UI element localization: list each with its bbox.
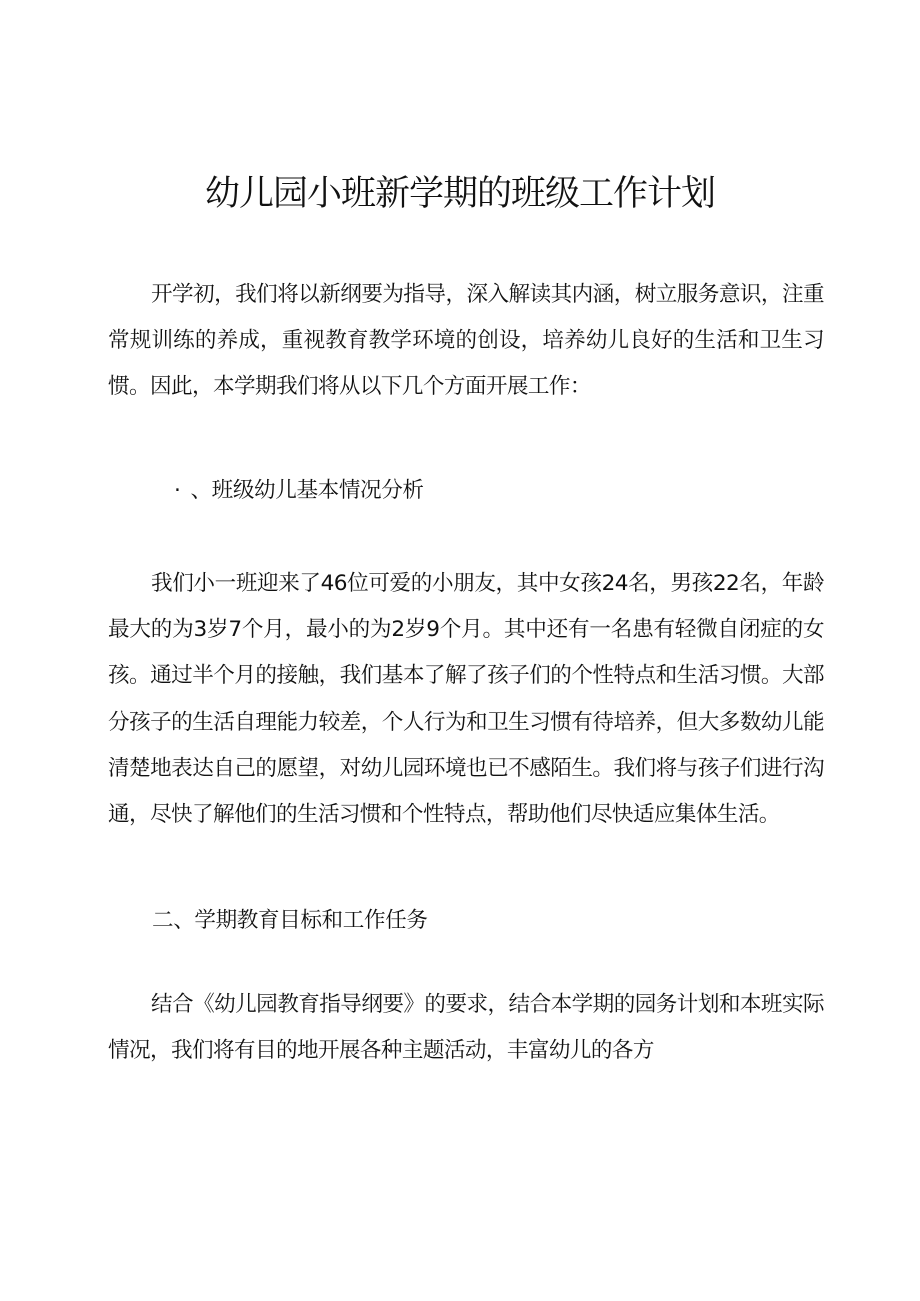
section-heading-2: 二、学期教育目标和工作任务 [152, 908, 428, 933]
section-1-paragraph: 我们小一班迎来了46位可爱的小朋友，其中女孩24名，男孩22名，年龄最大的为3岁7个月，最小的为2岁9个月。其中还有一名患有轻微自闭症的女孩。通过半个月的接触，我们基本了解了孩子们的个性特点和生活习惯。大部分孩子的生活自理能力较差，个人行为和卫生习惯有待培养，但大多数幼儿能清楚地表达自己的愿望，对幼儿园环境也已不感陌生。我们将与孩子们进行沟通，尽快了解他们的生活习惯和个性特点，帮助他们尽快适应集体生活。 [108, 571, 824, 828]
section-2-paragraph: 结合《幼儿园教育指导纲要》的要求，结合本学期的园务计划和本班实际情况，我们将有目的地开展各种主题活动，丰富幼儿的各方 [108, 992, 824, 1064]
bullet-marker: · [174, 478, 181, 503]
section-heading-1 [174, 468, 424, 514]
section-heading-1-text: 、班级幼儿基本情况分析 [190, 478, 424, 503]
intro-paragraph: 开学初，我们将以新纲要为指导，深入解读其内涵，树立服务意识，注重常规训练的养成，重视教育教学环境的创设，培养幼儿良好的生活和卫生习惯。因此，本学期我们将从以下几个方面开展工作： [108, 282, 824, 400]
document-title: 幼儿园小班新学期的班级工作计划 [204, 174, 715, 214]
